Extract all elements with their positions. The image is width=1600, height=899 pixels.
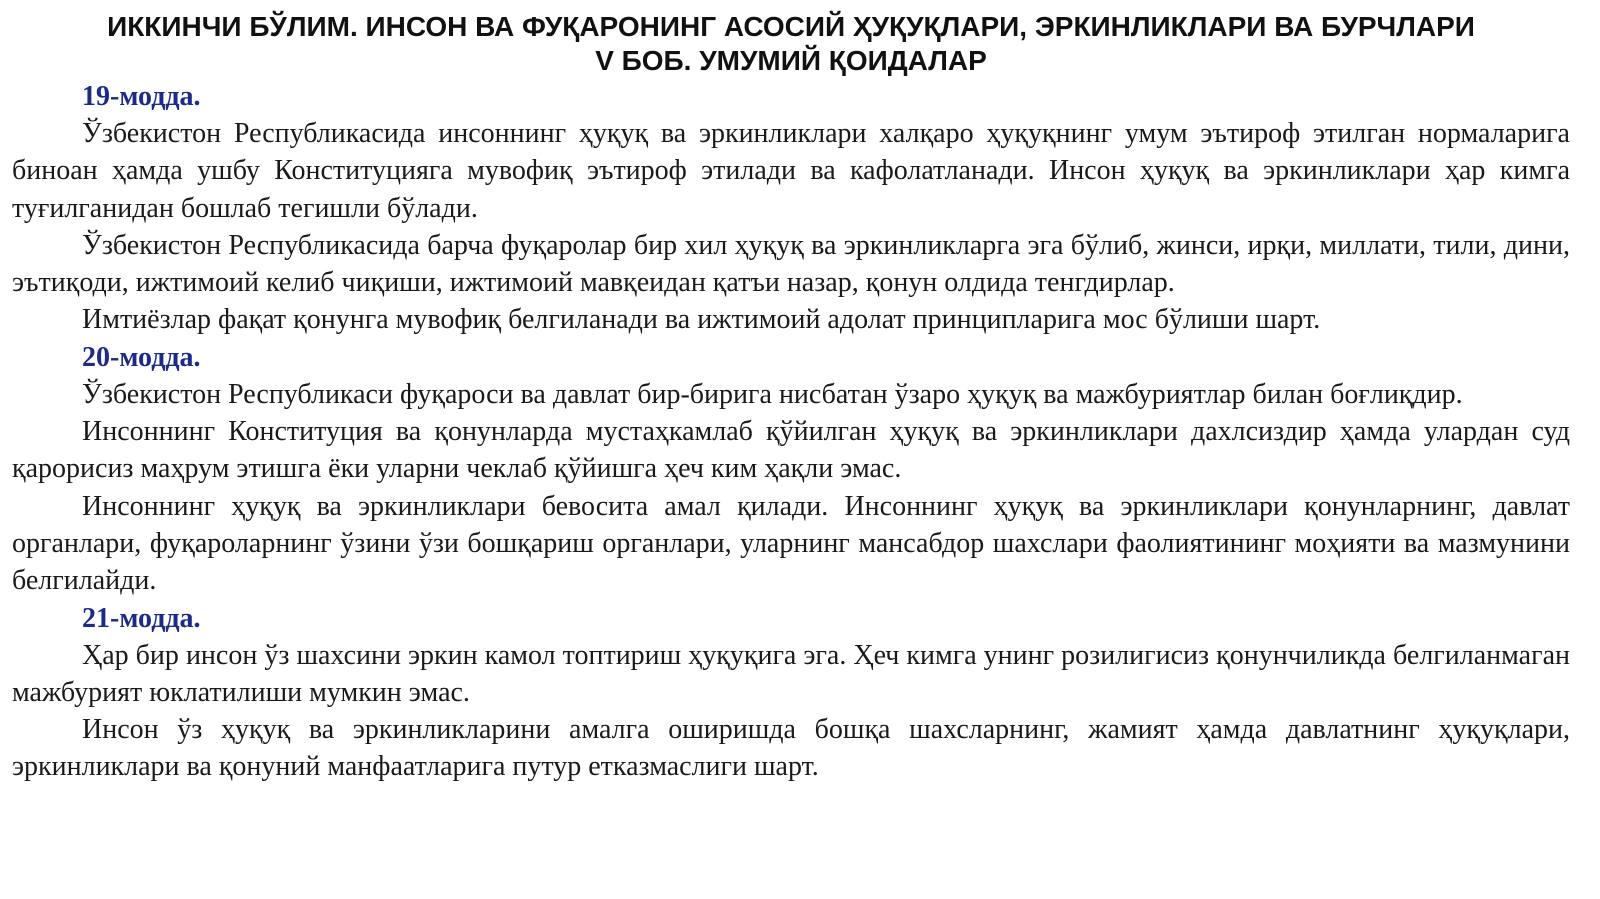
article-paragraph: Имтиёзлар фақат қонунга мувофиқ белгиланади ва ижтимоий адолат принципларига мос бўлиши шарт.: [82, 304, 1321, 336]
article-20: [12, 339, 1570, 600]
article-paragraph: Ўзбекистон Республикасида барча фуқаролар бир хил ҳуқуқ ва эркинликларга эга бўлиб, жинси, ирқи, миллати, тили, дини, эътиқоди, ижтимоий келиб чиқиши, ижтимоий мавқеидан қатъи назар, қонун олдида тенгдирлар.: [12, 229, 1570, 299]
article-19: [12, 78, 1570, 339]
article-paragraph: Ҳар бир инсон ўз шахсини эркин камол топтириш ҳуқуқига эга. Ҳеч кимга унинг розилигисиз қонунчиликда белгиланмаган мажбурият юклатилиши мумкин эмас.: [12, 639, 1570, 708]
section-title: ИККИНЧИ БЎЛИМ. ИНСОН ВА ФУҚАРОНИНГ АСОСИЙ ҲУҚУҚЛАРИ, ЭРКИНЛИКЛАРИ ВА БУРЧЛАРИ: [107, 11, 1475, 42]
article-paragraph: Инсоннинг Конституция ва қонунларда мустаҳкамлаб қўйилган ҳуқуқ ва эркинликлари дахлсиздир ҳамда улардан суд қарорисиз маҳрум этишга ёки уларни чеклаб қўйишга ҳеч ким ҳақли эмас.: [12, 416, 1570, 485]
document-heading: [12, 10, 1570, 78]
article-paragraph: Ўзбекистон Республикасида инсоннинг ҳуқуқ ва эркинликлари халқаро ҳуқуқнинг умум эътироф этилган нормаларига биноан ҳамда ушбу Конституцияга мувофиқ эътироф этилади ва кафолатланади. Инсон ҳуқуқ ва эркинликлари ҳар кимга туғилганидан бошлаб тегишли бўлади.: [12, 118, 1570, 224]
article-title: 20-модда.: [82, 341, 201, 373]
article-paragraph: Инсоннинг ҳуқуқ ва эркинликлари бевосита амал қилади. Инсоннинг ҳуқуқ ва эркинликлари қонунларнинг, давлат органлари, фуқароларнинг ўзини ўзи бошқариш органлари, уларнинг мансабдор шахслари фаолиятининг моҳияти ва мазмунини белгилайди.: [12, 490, 1570, 597]
article-21: [12, 600, 1570, 786]
article-title: 19-модда.: [82, 81, 201, 112]
article-paragraph: Ўзбекистон Республикаси фуқароси ва давлат бир-бирига нисбатан ўзаро ҳуқуқ ва мажбуриятлар билан боғлиқдир.: [82, 378, 1463, 410]
article-title: 21-модда.: [82, 602, 201, 634]
chapter-title: V БОБ. УМУМИЙ ҚОИДАЛАР: [595, 45, 987, 76]
article-paragraph: Инсон ўз ҳуқуқ ва эркинликларини амалга оширишда бошқа шахсларнинг, жамият ҳамда давлатнинг ҳуқуқлари, эркинликлари ва қонуний манфаатларига путур етказмаслиги шарт.: [12, 714, 1570, 783]
